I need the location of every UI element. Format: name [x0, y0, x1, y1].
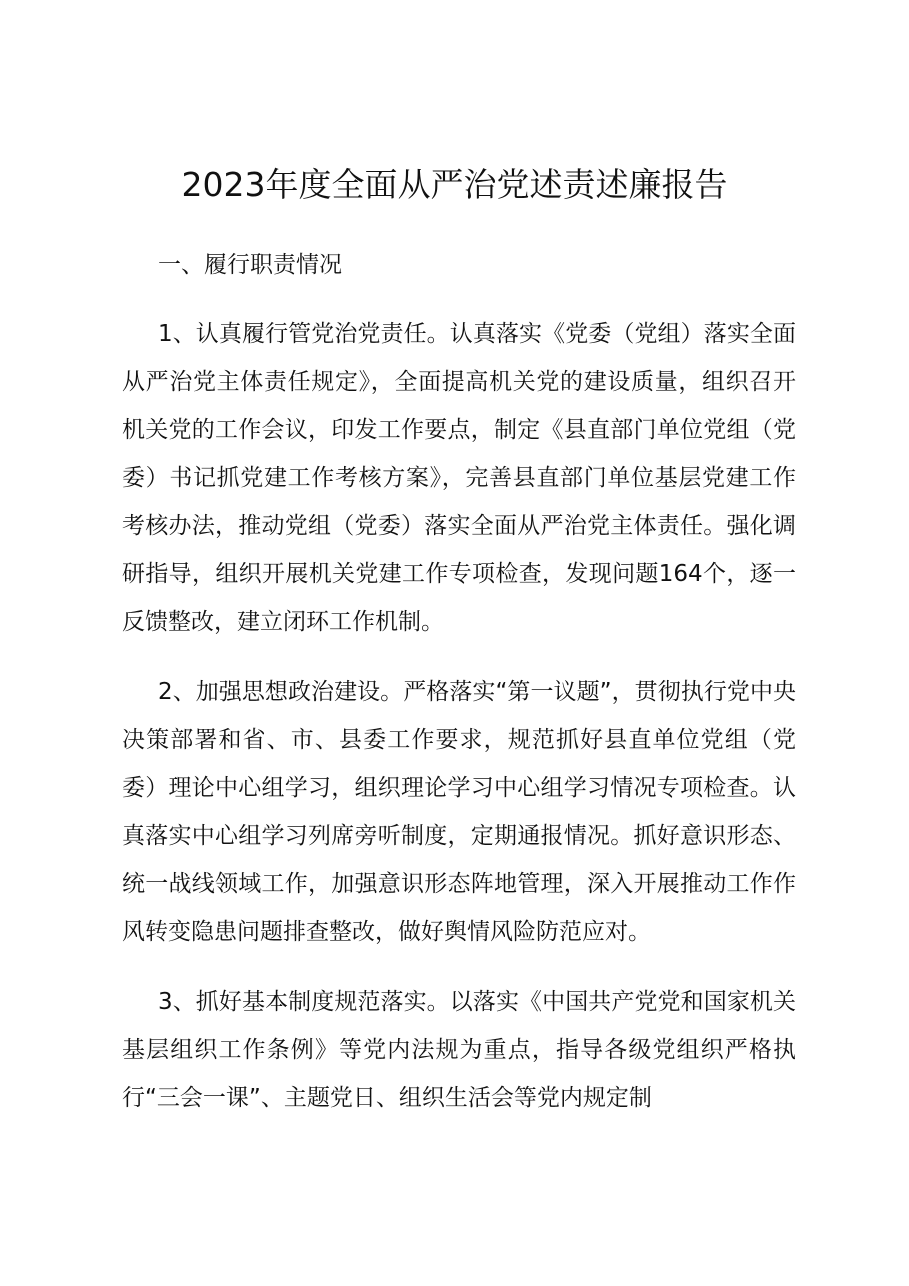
- paragraph-1: 1、认真履行管党治党责任。认真落实《党委（党组）落实全面从严治党主体责任规定》，全面提高机关党的建设质量，组织召开机关党的工作会议，印发工作要点，制定《县直部门单位党组（党委）书记抓党建工作考核方案》，完善县直部门单位基层党建工作考核办法，推动党组（党委）落实全面从严治党主体责任。强化调研指导，组织开展机关党建工作专项检查，发现问题164个，逐一反馈整改，建立闭环工作机制。: [122, 321, 796, 635]
- paragraph-2: 2、加强思想政治建设。严格落实“第一议题”，贯彻执行党中央决策部署和省、市、县委工作要求，规范抓好县直单位党组（党委）理论中心组学习，组织理论学习中心组学习情况专项检查。认真落实中心组学习列席旁听制度，定期通报情况。抓好意识形态、统一战线领域工作，加强意识形态阵地管理，深入开展推动工作作风转变隐患问题排查整改，做好舆情风险防范应对。: [122, 679, 796, 945]
- document-body: [122, 242, 796, 1144]
- paragraph-3: 3、抓好基本制度规范落实。以落实《中国共产党党和国家机关基层组织工作条例》等党内法规为重点，指导各级党组织严格执行“三会一课”、主题党日、组织生活会等党内规定制: [122, 989, 796, 1111]
- section-heading: 一、履行职责情况: [158, 252, 342, 278]
- document-title: 2023年度全面从严治党述责述廉报告: [181, 165, 728, 204]
